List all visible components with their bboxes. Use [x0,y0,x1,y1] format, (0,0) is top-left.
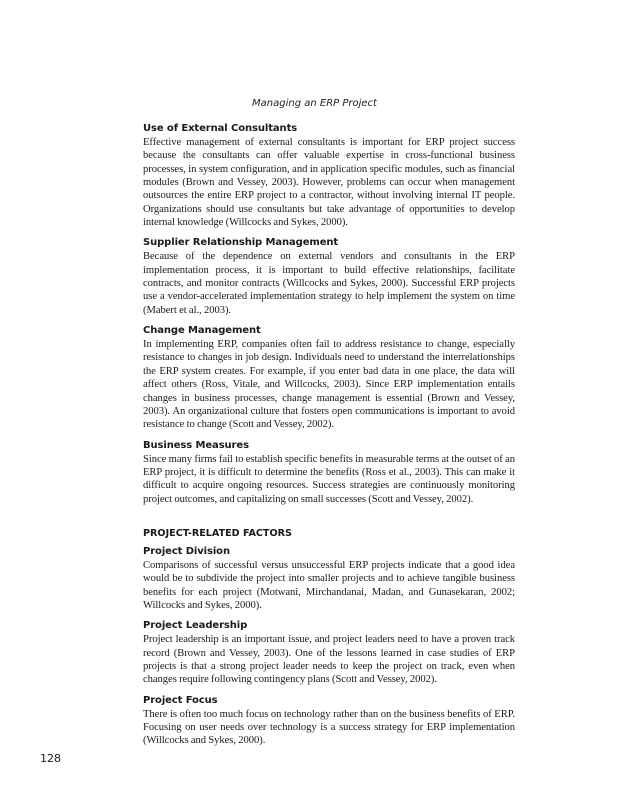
section-business-measures [143,439,515,506]
section-heading: Supplier Relationship Management [143,237,339,249]
section-heading: Use of External Consultants [143,123,298,134]
section-body: In implementing ERP, companies often fail to address resistance to change, especially resistance to changes in job design. Individuals need to understand the interrelationships the ERP system creates. For example, if you enter bad data in one place, the data will affect others (Ross, Vitale, and Willcocks, 2003). Since ERP implementation entails changes in business processes, change management is essential (Brown and Vessey, 2003). An organizational culture that fosters open communications is important to avoid resistance to change (Scott and Vessey, 2002). [143,339,515,431]
section-external-consultants [143,122,515,229]
running-head: Managing an ERP Project [252,98,377,109]
section-heading: Project Focus [143,694,218,706]
section-heading: Project Leadership [143,620,248,632]
page-number: 128 [40,752,61,765]
section-supplier-relationship [143,236,515,317]
section-body: Since many firms fail to establish specific benefits in measurable terms at the outset of an ERP project, it is difficult to determine the benefits (Ross et al., 2003). This can make it difficult to acquire ongoing resources. Success strategies are continuously monitoring project outcomes, and capitalizing on small successes (Scott and Vessey, 2002). [143,453,515,505]
section-body: Project leadership is an important issue, and project leaders need to have a proven track record (Brown and Vessey, 2003). One of the lessons learned in case studies of ERP projects is that a strong project leader needs to keep the project on track, even when changes require following contingency plans (Scott and Vessey, 2002). [143,634,515,686]
section-body: Effective management of external consultants is important for ERP project success because the consultants can offer valuable expertise in cross-functional business processes, in system configuration, and in application specific modules, such as financial modules (Brown and Vessey, 2003). However, problems can occur when management outsources the entire ERP project to a contractor, without involving internal IT people. Organizations should use consultants but take advantage of opportunities to develop internal knowledge (Willcocks and Sykes, 2000). [143,137,515,229]
page-content [143,122,515,755]
section-project-leadership [143,619,515,686]
section-heading: Project Division [143,545,230,557]
section-body: There is often too much focus on technology rather than on the business benefits of ERP. Focusing on user needs over technology is a success strategy for ERP implementation (Willcocks and Sykes, 2000). [143,708,515,747]
section-body: Comparisons of successful versus unsuccessful ERP projects indicate that a good idea would be to subdivide the project into smaller projects and to achieve tangible business benefits for each project (Motwani, Mirchandanai, Madan, and Gunasekaran, 2002; Willcocks and Sykes, 2000). [143,559,515,611]
section-change-management [143,324,515,431]
section-heading: Business Measures [143,439,249,451]
section-heading: Change Management [143,325,261,337]
section-project-focus [143,694,515,748]
factors-heading: PROJECT-RELATED FACTORS [143,527,292,539]
section-project-division [143,545,515,612]
section-body: Because of the dependence on external vendors and consultants in the ERP implementation process, it is important to build effective relationships, facilitate contracts, and monitor contracts (Willcocks and Sykes, 2000). Successful ERP projects use a vendor-accelerated implementation strategy to help implement the system on time (Mabert et al., 2003). [143,251,515,316]
